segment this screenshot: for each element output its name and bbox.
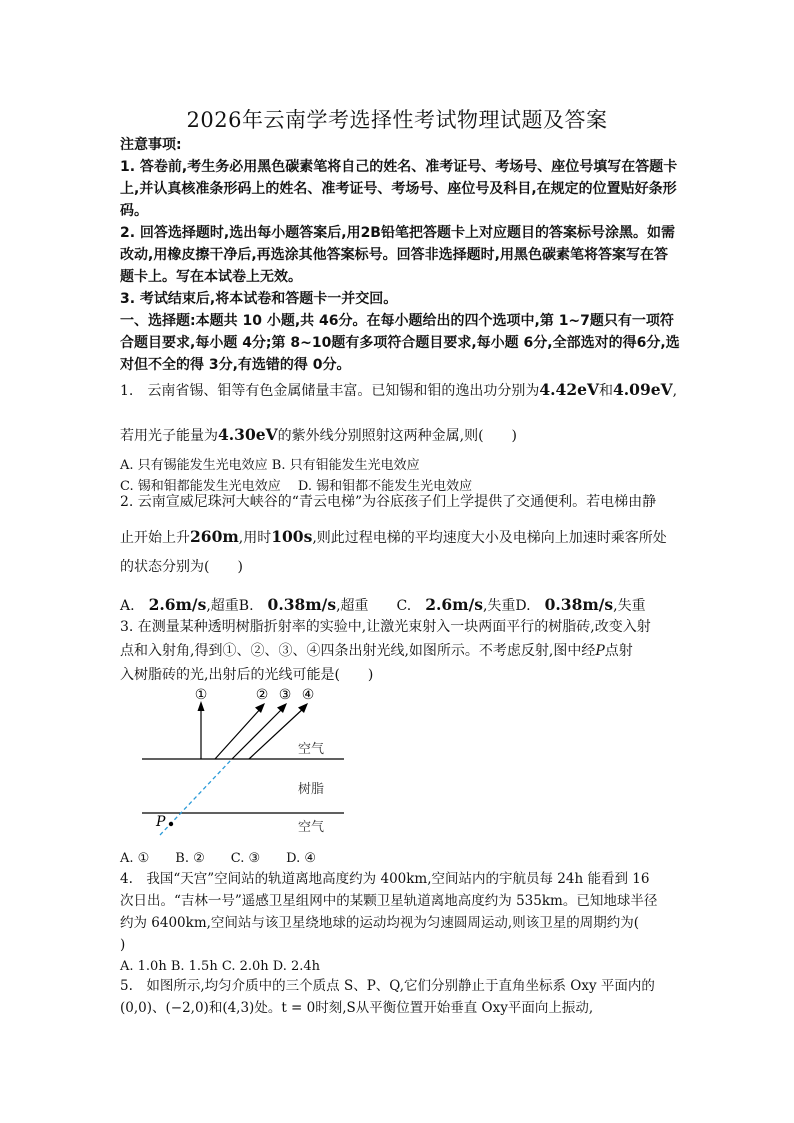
q4-options: A. 1.0h B. 1.5h C. 2.0h D. 2.4h [120,959,321,974]
ray-4-label: ④ [301,687,315,703]
q3-text-c: 点射 [604,643,633,659]
ray-2-arrow [255,703,265,713]
q2-option-a-label: A. [120,598,135,614]
notice-section [120,134,680,376]
label-air-top: 空气 [298,742,325,757]
q1-text-a: 1. 云南省锡、钼等有色金属储量丰富。已知锡和钼的逸出功分别为 [120,383,540,399]
question-1 [120,377,685,497]
label-point-p: P [156,814,166,830]
page-title: 2026年云南学考选择性考试物理试题及答案 [186,108,608,132]
q2-option-d-text: ,失重 [613,598,646,614]
q1-value-tin: 4.42eV [539,380,599,399]
label-resin: 树脂 [298,782,325,797]
ray-1-label: ① [194,687,208,703]
ray-3-label: ③ [278,687,292,703]
question-2 [120,490,685,618]
q1-value-mo: 4.09eV [613,380,673,399]
q3-line-3: 入树脂砖的光,出射后的光线可能是( ) [120,667,374,683]
q4-line-4: ) [120,937,126,953]
q5-line-2: (0,0)、(−2,0)和(4,3)处。t = 0时刻,S从平衡位置开始垂直 Oxy平面向上振动, [120,1000,594,1016]
q5-line-1: 5. 如图所示,均匀介质中的三个质点 S、P、Q,它们分别静止于直角坐标系 Oxy 平面内的 [120,978,655,994]
question-3 [120,615,685,687]
q1-options-cd: C. 锡和钼都能发生光电效应 D. 锡和钼都不能发生光电效应 [120,479,473,494]
q1-options-ab: A. 只有锡能发生光电效应 B. 只有钼能发生光电效应 [120,458,420,473]
q2-line-1: 2. 云南宣威尼珠河大峡谷的“青云电梯”为谷底孩子们上学提供了交通便利。若电梯由静 [120,494,657,510]
q2-text-c: ,用时 [238,530,272,546]
q2-option-d-value: 0.38m/s [544,595,614,614]
notice-heading: 注意事项: [120,137,182,153]
q4-line-2: 次日出。“吉林一号”遥感卫星组网中的某颗卫星轨道离地高度约为 535km。已知地球半径 [120,893,658,909]
notice-item-2: 2. 回答选择题时,选出每小题答案后,用2B铅笔把答题卡上对应题目的答案标号涂黑。如需改动,用橡皮擦干净后,再选涂其他答案标号。回答非选择题时,用黑色碳素笔将答案写在答题卡上。写在本试卷上无效。 [120,225,675,285]
q4-line-3: 约为 6400km,空间站与该卫星绕地球的运动均视为匀速圆周运动,则该卫星的周期约为( [120,915,639,931]
q1-text-b: 和 [599,383,613,399]
q3-point-p: P [595,643,605,659]
q1-text-e: 的紫外线分别照射这两种金属,则( ) [277,428,518,444]
ray-3-arrow [277,703,287,713]
notice-item-1: 1. 答卷前,考生务必用黑色碳素笔将自己的姓名、准考证号、考场号、座位号填写在答题卡上,并认真核准条形码上的姓名、准考证号、考场号、座位号及科目,在规定的位置贴好条形码。 [120,159,678,219]
q2-option-b-value: 0.38m/s [267,595,337,614]
q3-options: A. ① B. ② C. ③ D. ④ [120,851,317,866]
q2-option-a-text: ,超重B. [206,598,254,614]
q2-option-c-value: 2.6m/s [425,595,483,614]
q2-option-c-label: C. [396,598,412,614]
label-air-bottom: 空气 [298,820,325,835]
q2-text-d: ,则此过程电梯的平均速度大小及电梯向上加速时乘客所处 [312,530,667,546]
q1-value-photon: 4.30eV [218,425,278,444]
refraction-diagram [138,683,344,840]
q2-option-b-text: ,超重 [336,598,369,614]
q1-text-c: , [672,383,678,399]
q2-value-time: 100s [271,527,313,546]
q2-option-a-value: 2.6m/s [148,595,207,614]
ray-2-line [215,707,262,759]
q2-line-3: 的状态分别为( ) [120,559,243,575]
notice-item-3: 3. 考试结束后,将本试卷和答题卡一并交回。 [120,291,398,307]
q4-line-1: 4. 我国“天宫”空间站的轨道离地高度约为 400km,空间站内的宇航员每 24h 能看到 16 [120,871,650,887]
q2-text-b: 止开始上升 [120,530,190,546]
question-4 [120,868,685,977]
section-instructions: 一、选择题:本题共 10 小题,共 46分。在每小题给出的四个选项中,第 1~7题只有一项符合题目要求,每小题 4分;第 8~10题有多项符合题目要求,每小题 6分,全部选对的得6分,选对但不全的得 3分,有选错的得 0分。 [120,313,680,373]
point-p-dot [169,822,173,826]
q3-text-b: 点和入射角,得到①、②、③、④四条出射光线,如图所示。不考虑反射,图中经 [120,643,596,659]
q2-option-c-text: ,失重D. [482,598,531,614]
q2-value-height: 260m [190,527,239,546]
q3-line-1: 3. 在测量某种透明树脂折射率的实验中,让激光束射入一块两面平行的树脂砖,改变入射 [120,619,651,635]
question-5 [120,975,685,1019]
q1-text-d: 若用光子能量为 [120,428,218,444]
ray-2-label: ② [255,687,269,703]
